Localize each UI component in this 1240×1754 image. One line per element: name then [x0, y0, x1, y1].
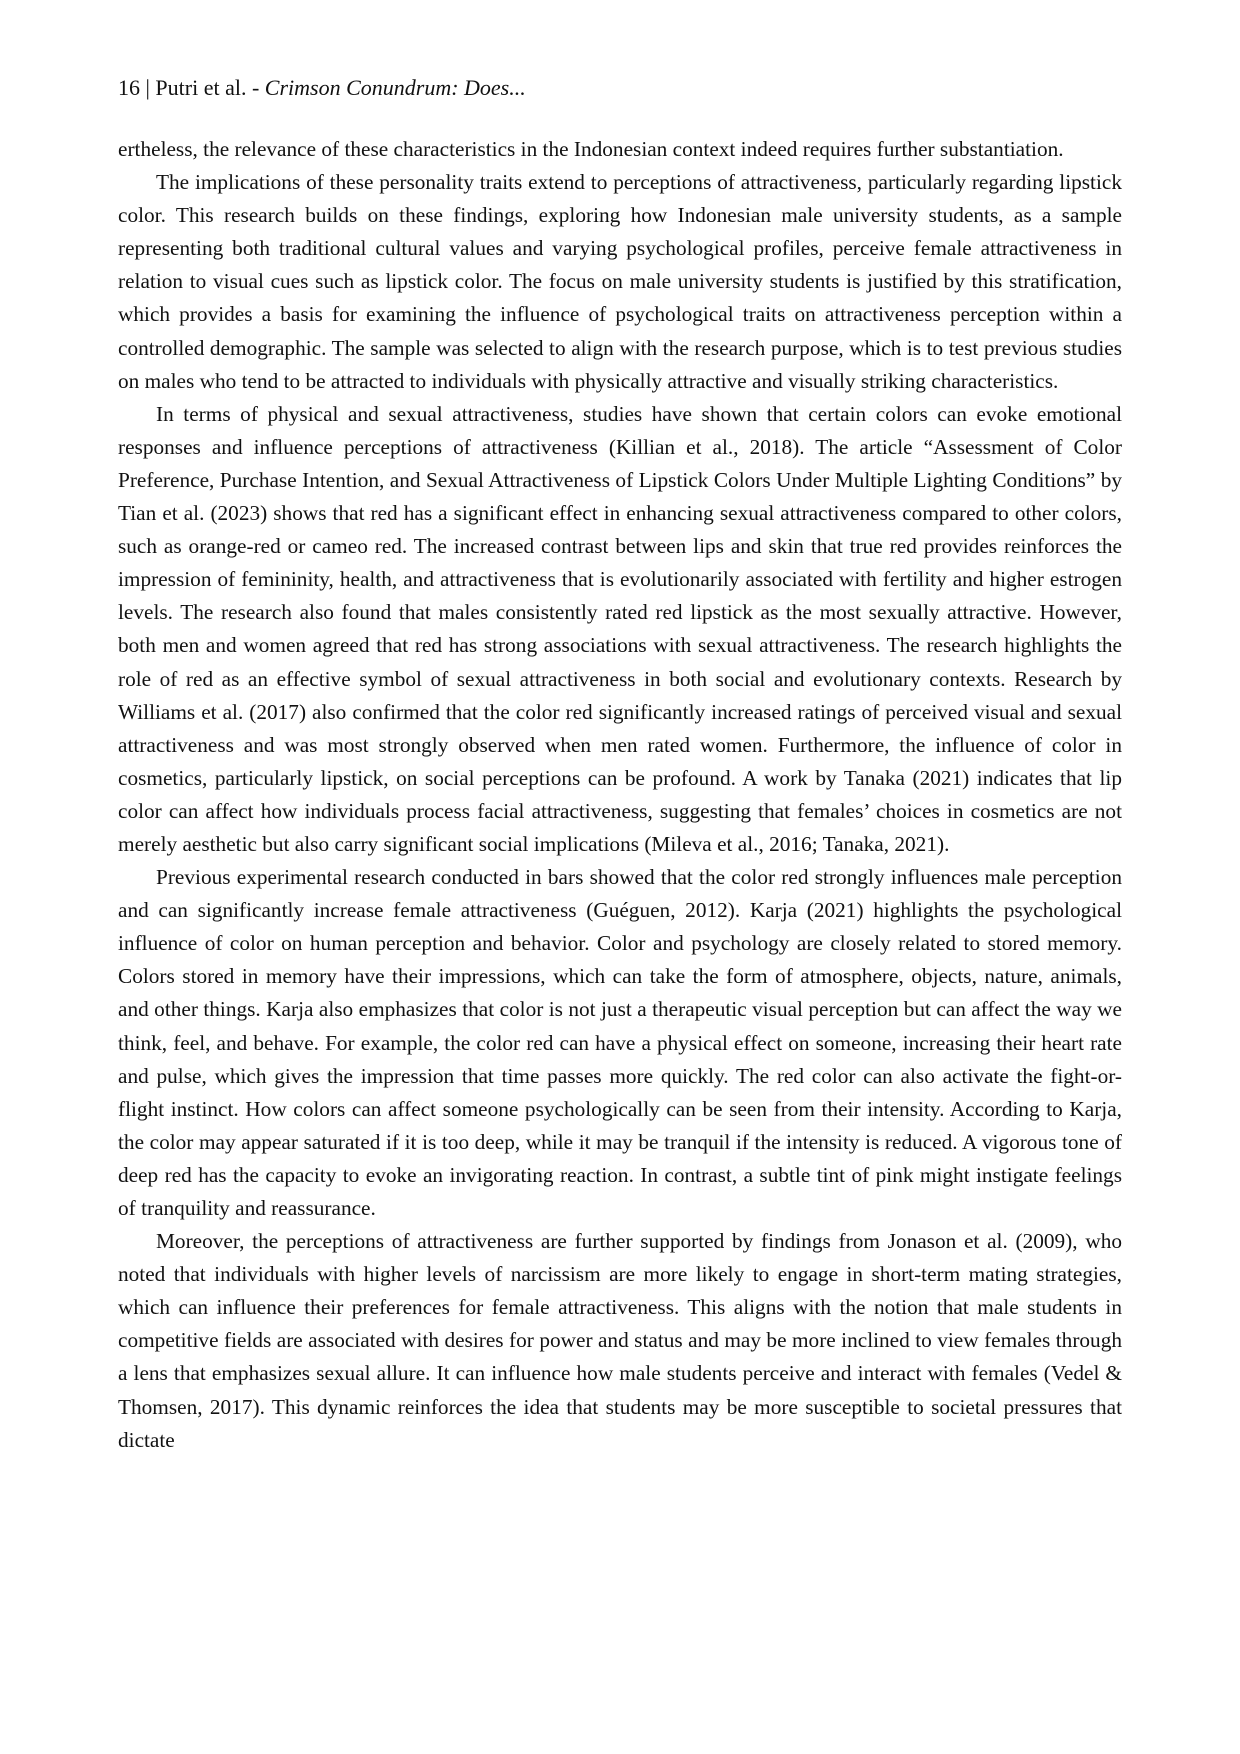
running-head-title: Crimson Conundrum: Does... [264, 75, 526, 100]
paragraph-personality-traits: The implications of these personality traits extend to perceptions of attractiveness, particularly regarding lipstick color. This research builds on these findings, exploring how Indonesian male university students, as a sample representing both traditional cultural values and varying psychological profiles, perceive female attractiveness in relation to visual cues such as lipstick color. The focus on male university students is justified by this stratification, which provides a basis for examining the influence of psychological traits on attractiveness perception within a controlled demographic. The sample was selected to align with the research purpose, which is to test previous studies on males who tend to be attracted to individuals with physically attractive and visually striking characteristics. [118, 170, 1122, 393]
paragraph-experimental-research: Previous experimental research conducted in bars showed that the color red strongly influences male perception and can significantly increase female attractiveness (Guéguen, 2012). Karja (2021) highlights the psychological influence of color on human perception and behavior. Color and psychology are closely related to stored memory. Colors stored in memory have their impressions, which can take the form of atmosphere, objects, nature, animals, and other things. Karja also emphasizes that color is not just a therapeutic visual perception but can affect the way we think, feel, and behave. For example, the color red can have a physical effect on someone, increasing their heart rate and pulse, which gives the impression that time passes more quickly. The red color can also activate the fight-or-flight instinct. How colors can affect someone psychologically can be seen from their intensity. According to Karja, the color may appear saturated if it is too deep, while it may be tranquil if the intensity is reduced. A vigorous tone of deep red has the capacity to evoke an invigorating reaction. In contrast, a subtle tint of pink might instigate feelings of tranquility and reassurance. [118, 865, 1122, 1220]
body-text [118, 133, 1122, 1457]
page-number: 16 [118, 75, 140, 100]
running-head-separator: | [140, 75, 156, 100]
running-head [118, 73, 526, 103]
running-head-authors: Putri et al. - [155, 75, 265, 100]
paragraph-narcissism: Moreover, the perceptions of attractiveness are further supported by findings from Jonason et al. (2009), who noted that individuals with higher levels of narcissism are more likely to engage in short-term mating strategies, which can influence their preferences for female attractiveness. This aligns with the notion that male students in competitive fields are associated with desires for power and status and may be more inclined to view females through a lens that emphasizes sexual allure. It can influence how male students perceive and interact with females (Vedel & Thomsen, 2017). This dynamic reinforces the idea that students may be more susceptible to societal pressures that dictate [118, 1229, 1122, 1452]
paragraph-physical-attractiveness: In terms of physical and sexual attractiveness, studies have shown that certain colors can evoke emotional responses and influence perceptions of attractiveness (Killian et al., 2018). The article “Assessment of Color Preference, Purchase Intention, and Sexual Attractiveness of Lipstick Colors Under Multiple Lighting Conditions” by Tian et al. (2023) shows that red has a significant effect in enhancing sexual attractiveness compared to other colors, such as orange-red or cameo red. The increased contrast between lips and skin that true red provides reinforces the impression of femininity, health, and attractiveness that is evolutionarily associated with fertility and higher estrogen levels. The research also found that males consistently rated red lipstick as the most sexually attractive. However, both men and women agreed that red has strong associations with sexual attractiveness. The research highlights the role of red as an effective symbol of sexual attractiveness in both social and evolutionary contexts. Research by Williams et al. (2017) also confirmed that the color red significantly increased ratings of perceived visual and sexual attractiveness and was most strongly observed when men rated women. Furthermore, the influence of color in cosmetics, particularly lipstick, on social perceptions can be profound. A work by Tanaka (2021) indicates that lip color can affect how individuals process facial attractiveness, suggesting that females’ choices in cosmetics are not merely aesthetic but also carry significant social implications (Mileva et al., 2016; Tanaka, 2021). [118, 401, 1122, 856]
paragraph-continued: ertheless, the relevance of these characteristics in the Indonesian context indeed requires further substantiation. [118, 137, 1064, 161]
